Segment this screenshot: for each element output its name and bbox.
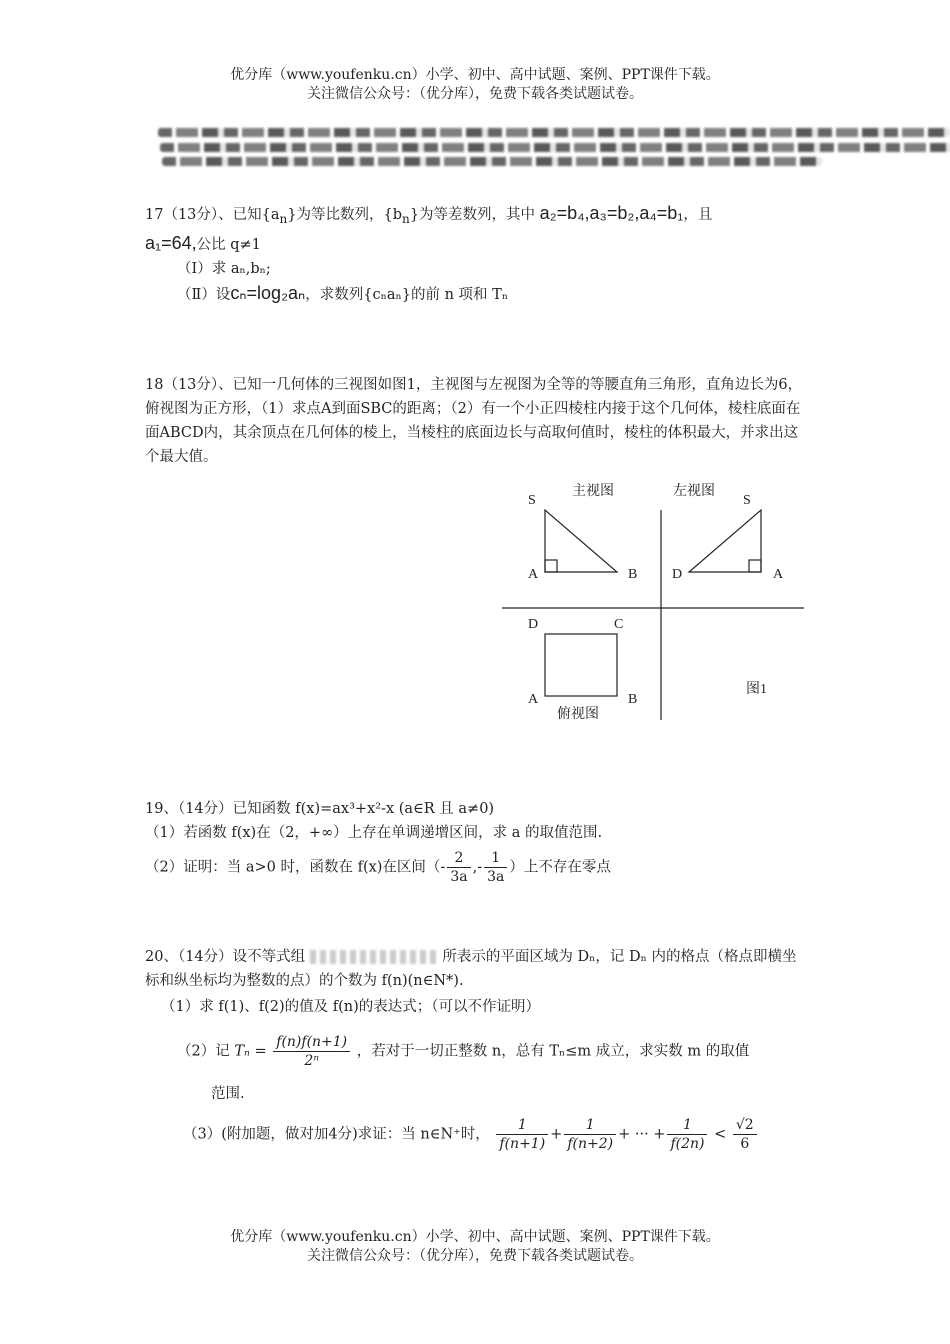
ellipsis-sum: + ··· +: [618, 1126, 666, 1143]
question-18: 18（13分）、已知一几何体的三视图如图1，主视图与左视图为全等的等腰直角三角形，直角边长为6，俯视图为正方形，（1）求点A到面SBC的距离；（2）有一个小正四棱柱内接于这个几何体，棱柱底面在面ABCD内，其余顶点在几何体的棱上，当棱柱的底面边长与高取何值时，棱柱的体积最大，并求出这个最大值。: [145, 377, 803, 465]
q17-part-1: （Ⅰ）求 aₙ,bₙ;: [177, 260, 271, 277]
plus-sign: +: [550, 1126, 563, 1143]
fraction: [273, 1033, 350, 1070]
right-angle-mark: [749, 560, 761, 572]
label-b: B: [628, 692, 638, 707]
q20-p2-text: （2）记: [177, 1043, 230, 1060]
footer-line-1: 优分库（www.youfenku.cn）小学、初中、高中试题、案例、PPT课件下载。: [230, 1229, 720, 1245]
numerator: f(n)f(n+1): [273, 1033, 350, 1052]
fraction: [733, 1116, 757, 1153]
q17-a1: a₁=64,: [145, 232, 197, 253]
numerator: 1: [496, 1116, 548, 1135]
q19-part-1: （1）若函数 f(x)在（2，+∞）上存在单调递增区间，求 a 的取值范围.: [145, 825, 603, 841]
numerator: √2: [733, 1116, 757, 1135]
numerator: 1: [667, 1116, 707, 1135]
q20-head-text: 所表示的平面区域为 Dₙ，记 Dₙ 内的格点（格点即横坐标和纵坐标均为整数的点）的个数为 f(n)(n∈N*).: [145, 949, 797, 989]
denominator: 3a: [450, 869, 468, 885]
q20-p2-text: ，若对于一切正整数 n，总有 Tₙ≤m 成立，求实数 m 的取值: [356, 1043, 750, 1060]
front-view-title: 主视图: [572, 484, 614, 499]
fraction: [564, 1116, 616, 1153]
q17-line-1: 17（13分）、已知$\{a_n\}$为等比数列，$\{b_n\}$为等差数列，其中 a₂=b₄,a₃=b₂,a₄=b₁，且: [145, 203, 713, 226]
q19-head: 19、（14分）已知函数 f(x)=ax³+x²-x (a∈R 且 a≠0): [145, 801, 495, 817]
q20-part-1: （1）求 f(1)、f(2)的值及 f(n)的表达式；（可以不作证明）: [161, 999, 541, 1015]
header-line-1: 优分库（www.youfenku.cn）小学、初中、高中试题、案例、PPT课件下载。: [230, 67, 720, 83]
q17-cn-def: cₙ=log₂aₙ: [230, 282, 306, 303]
fraction: [667, 1116, 707, 1153]
label-b: B: [628, 567, 638, 582]
q19-part-2: [145, 849, 810, 886]
q17-p2-text: （Ⅱ）设: [177, 286, 231, 303]
figure-caption: 图1: [746, 682, 767, 697]
denominator: 6: [740, 1136, 750, 1152]
q19-p2-text: ,-: [472, 859, 483, 876]
numerator: 1: [564, 1116, 616, 1135]
q17-p2-text: ，求数列{cₙaₙ}的前 n 项和 Tₙ: [305, 286, 509, 303]
label-c: C: [614, 617, 624, 632]
q20-p3-text: （3）(附加题，做对加4分)求证：当 n∈N⁺时，: [183, 1126, 490, 1143]
fraction: [496, 1116, 548, 1153]
right-angle-mark: [545, 560, 557, 572]
label-a: A: [528, 567, 539, 582]
label-s: S: [743, 493, 751, 508]
q17-text: ，且: [683, 207, 713, 223]
side-view-triangle: [689, 510, 761, 572]
numerator: 2: [447, 849, 470, 868]
q17-text: }为等差数列，其中: [409, 207, 536, 223]
q19-p2-text: ）上不存在零点: [509, 859, 611, 876]
denominator: 3a: [487, 869, 505, 885]
footer-line-2: 关注微信公众号：（优分库），免费下载各类试题试卷。: [307, 1248, 643, 1264]
top-view-square: [545, 634, 617, 696]
q20-head-text: 20、（14分）设不等式组: [145, 949, 306, 965]
question-19: [145, 797, 810, 886]
q17-text: }为等比数列，{b: [287, 207, 403, 223]
denominator: f(n+2): [567, 1136, 614, 1152]
header-line-2: 关注微信公众号：（优分库），免费下载各类试题试卷。: [307, 86, 643, 102]
side-view-title: 左视图: [673, 484, 715, 499]
denominator: f(n+1): [499, 1136, 546, 1152]
q19-p2-text: （2）证明：当 a>0 时，函数在 f(x)在区间（-: [145, 859, 446, 876]
label-a: A: [528, 692, 539, 707]
q20-part-2: [145, 1033, 810, 1070]
denominator: 2ⁿ: [304, 1053, 319, 1069]
q17-condition: a₂=b₄,a₃=b₂,a₄=b₁: [539, 203, 684, 223]
q17-head: 17（13分）、已知{a: [145, 207, 280, 223]
q20-part-3: [145, 1116, 810, 1153]
label-d: D: [528, 617, 539, 632]
q20-head: [145, 945, 810, 993]
q20-tn: Tₙ =: [234, 1043, 267, 1060]
numerator: 1: [484, 849, 507, 868]
fraction: [447, 849, 470, 886]
front-view-triangle: [545, 510, 617, 572]
label-s: S: [528, 493, 536, 508]
garbled-inequality: [310, 950, 438, 964]
denominator: f(2n): [670, 1136, 705, 1152]
fraction: [484, 849, 507, 886]
label-a: A: [773, 567, 784, 582]
q17-ratio: 公比 q≠1: [196, 236, 261, 253]
label-d: D: [672, 567, 683, 582]
less-than: <: [714, 1126, 727, 1143]
q20-part-2-cont: 范围.: [211, 1086, 245, 1102]
page-footer: [0, 1228, 950, 1266]
top-view-title: 俯视图: [557, 707, 599, 722]
question-20: [145, 945, 810, 1153]
